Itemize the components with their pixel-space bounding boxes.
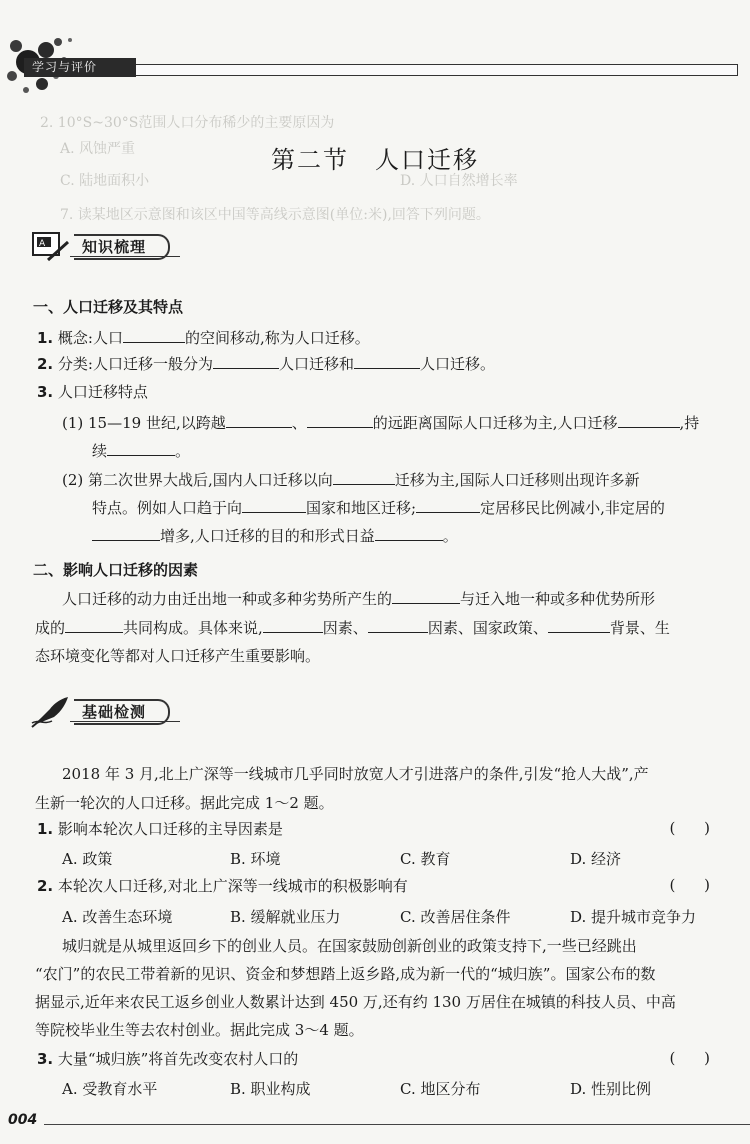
- footer-rule: [44, 1124, 750, 1125]
- bleed-text: D. 人口自然增长率: [400, 173, 518, 189]
- option-d[interactable]: D. 提升城市竞争力: [570, 908, 697, 926]
- sub-item-1-cont: 续 。: [92, 442, 191, 460]
- answer-paren[interactable]: ( ): [669, 876, 722, 894]
- page-title: 第二节 人口迁移: [271, 146, 479, 174]
- item-3: [37, 381, 148, 403]
- section-label: 基础检测: [74, 699, 170, 725]
- heading-part2: 二、影响人口迁移的因素: [33, 561, 199, 579]
- fill-blank: [226, 413, 292, 428]
- question-2: [37, 875, 408, 897]
- option-d[interactable]: D. 性别比例: [570, 1080, 652, 1098]
- fill-blank: [242, 498, 306, 513]
- fill-blank: [107, 441, 175, 456]
- passage-2-line-3: 据显示,近年来农民工返乡创业人数累计达到 450 万,还有约 130 万居住在城镇的科技人员、中高: [35, 993, 676, 1011]
- item-text: 人口迁移特点: [57, 383, 148, 401]
- sub-item-2-cont2: 增多,人口迁移的目的和形式日益 。: [92, 525, 458, 547]
- fill-blank: [65, 618, 123, 633]
- item-text: 人口迁移。: [420, 355, 496, 373]
- fill-blank: [263, 618, 323, 633]
- part2-line-2: 成的 共同构成。具体来说, 因素、 因素、国家政策、 背景、生: [35, 619, 670, 637]
- item-text: 的空间移动,称为人口迁移。: [184, 329, 370, 347]
- question-number: 3.: [37, 1050, 54, 1068]
- fill-blank: [368, 618, 428, 633]
- header-band: [120, 64, 738, 76]
- passage-1-line-2: 生新一轮次的人口迁移。据此完成 1～2 题。: [35, 794, 334, 812]
- book-pen-icon: [30, 230, 70, 264]
- sub-item-2: (2) 第二次世界大战后,国内人口迁移以向 迁移为主,国际人口迁移则出现许多新: [62, 471, 640, 489]
- fill-blank: [354, 354, 420, 369]
- part2-line-1: 人口迁移的动力由迁出地一种或多种劣势所产生的 与迁入地一种或多种优势所形: [62, 590, 656, 608]
- question-stem: 本轮次人口迁移,对北上广深等一线城市的积极影响有: [57, 877, 408, 895]
- bleed-text: 2. 10°S~30°S范围人口分布稀少的主要原因为: [40, 115, 335, 131]
- question-1: [37, 818, 283, 840]
- fill-blank: [618, 413, 680, 428]
- heading-part1: 一、人口迁移及其特点: [33, 298, 184, 316]
- section-badge-basic: [30, 695, 170, 729]
- option-b[interactable]: B. 环境: [230, 850, 281, 868]
- fill-blank: [307, 413, 373, 428]
- fill-blank: [123, 328, 185, 343]
- item-number: 1.: [37, 329, 54, 347]
- question-stem: 影响本轮次人口迁移的主导因素是: [57, 820, 283, 838]
- fill-blank: [392, 589, 460, 604]
- section-label: 知识梳理: [74, 234, 170, 260]
- fill-blank: [548, 618, 610, 633]
- svg-text:A: A: [39, 239, 46, 249]
- passage-2-line-1: 城归就是从城里返回乡下的创业人员。在国家鼓励创新创业的政策支持下,一些已经跳出: [62, 937, 637, 955]
- part2-line-3: 态环境变化等都对人口迁移产生重要影响。: [35, 647, 321, 665]
- option-b[interactable]: B. 职业构成: [230, 1080, 311, 1098]
- fill-blank: [375, 526, 443, 541]
- bleed-text: 7. 读某地区示意图和该区中国等高线示意图(单位:米),回答下列问题。: [60, 207, 490, 223]
- question-number: 1.: [37, 820, 54, 838]
- option-a[interactable]: A. 受教育水平: [62, 1080, 158, 1098]
- option-a[interactable]: A. 改善生态环境: [62, 908, 173, 926]
- option-b[interactable]: B. 缓解就业压力: [230, 908, 341, 926]
- sub-item-1: (1) 15—19 世纪,以跨越 、 的远距离国际人口迁移为主,人口迁移 ,持: [62, 414, 700, 432]
- question-number: 2.: [37, 877, 54, 895]
- fill-blank: [92, 526, 160, 541]
- fill-blank: [213, 354, 279, 369]
- question-stem: 大量“城归族”将首先改变农村人口的: [57, 1050, 299, 1068]
- fill-blank: [416, 498, 480, 513]
- bleed-text: A. 风蚀严重: [60, 141, 136, 157]
- item-text: 人口迁移和: [278, 355, 354, 373]
- passage-2-line-2: “农门”的农民工带着新的见识、资金和梦想踏上返乡路,成为新一代的“城归族”。国家公布的数: [35, 965, 656, 983]
- option-c[interactable]: C. 地区分布: [400, 1080, 481, 1098]
- question-3: [37, 1048, 298, 1070]
- book-series-tag: 学习与评价: [24, 58, 136, 77]
- quill-pen-icon: [30, 695, 70, 729]
- answer-paren[interactable]: ( ): [669, 1049, 722, 1067]
- passage-1-line-1: 2018 年 3 月,北上广深等一线城市几乎同时放宽人才引进落户的条件,引发“抢人大战”,产: [62, 765, 649, 783]
- answer-paren[interactable]: ( ): [669, 819, 722, 837]
- option-c[interactable]: C. 教育: [400, 850, 451, 868]
- item-text: 分类:人口迁移一般分为: [57, 355, 213, 373]
- item-2: [37, 353, 495, 375]
- option-d[interactable]: D. 经济: [570, 850, 622, 868]
- bleed-text: C. 陆地面积小: [60, 173, 150, 189]
- item-number: 2.: [37, 355, 54, 373]
- page-number: 004: [8, 1112, 38, 1128]
- section-badge-knowledge: [30, 230, 170, 264]
- option-c[interactable]: C. 改善居住条件: [400, 908, 511, 926]
- option-a[interactable]: A. 政策: [62, 850, 113, 868]
- item-text: 概念:人口: [57, 329, 123, 347]
- sub-item-2-cont: 特点。例如人口趋于向 国家和地区迁移; 定居移民比例减小,非定居的: [92, 499, 665, 517]
- fill-blank: [333, 470, 395, 485]
- item-1: [37, 327, 370, 349]
- passage-2-line-4: 等院校毕业生等去农村创业。据此完成 3～4 题。: [35, 1021, 364, 1039]
- item-number: 3.: [37, 383, 54, 401]
